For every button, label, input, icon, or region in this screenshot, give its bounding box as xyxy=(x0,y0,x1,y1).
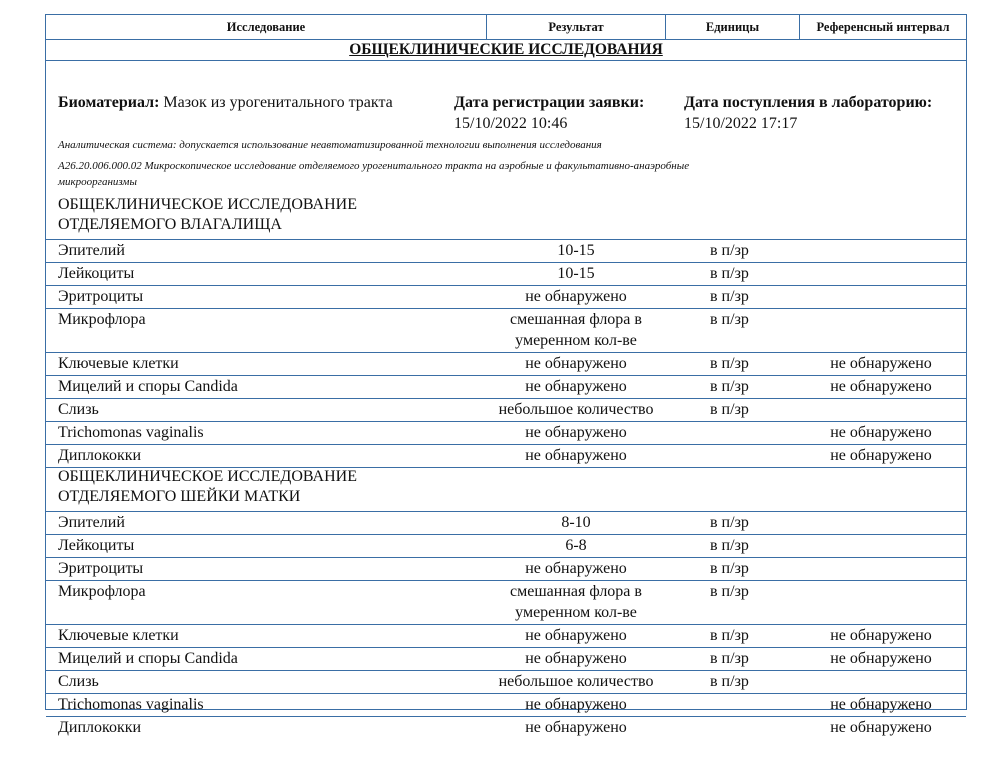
table-row xyxy=(46,240,966,262)
test-reference: не обнаружено xyxy=(830,719,932,736)
biomaterial-value: Мазок из урогенитального тракта xyxy=(163,94,393,111)
test-name: Эритроциты xyxy=(58,560,144,577)
test-result xyxy=(486,581,666,623)
test-name: Эритроциты xyxy=(58,288,144,305)
table-header xyxy=(45,14,967,40)
test-unit: в п/зр xyxy=(710,401,749,418)
section-title-line1: ОБЩЕКЛИНИЧЕСКОЕ ИССЛЕДОВАНИЕ xyxy=(58,196,357,213)
test-result-line1: 6-8 xyxy=(565,537,587,554)
table-row xyxy=(46,581,966,624)
test-result-line1: 8-10 xyxy=(561,514,591,531)
test-result-line1: 10-15 xyxy=(557,265,595,282)
test-result xyxy=(486,445,666,466)
table-row xyxy=(46,309,966,352)
section-title-line2: ОТДЕЛЯЕМОГО ВЛАГАЛИЩА xyxy=(58,216,282,233)
main-title: ОБЩЕКЛИНИЧЕСКИЕ ИССЛЕДОВАНИЯ xyxy=(349,41,663,58)
test-name: Микрофлора xyxy=(58,583,146,600)
method-note-line1: A26.20.006.000.02 Микроскопическое исследование отделяемого урогенитального тракта на аэробные и факультативно-анаэробные xyxy=(58,160,690,172)
table-row xyxy=(46,263,966,285)
test-result xyxy=(486,512,666,533)
table-row xyxy=(46,422,966,444)
test-result xyxy=(486,671,666,692)
test-reference: не обнаружено xyxy=(830,355,932,372)
arrival-date xyxy=(684,92,932,134)
test-unit: в п/зр xyxy=(710,311,749,328)
section-title-line1: ОБЩЕКЛИНИЧЕСКОЕ ИССЛЕДОВАНИЕ xyxy=(58,468,357,485)
test-unit: в п/зр xyxy=(710,537,749,554)
section-title xyxy=(58,467,357,507)
test-result-line2: умеренном кол-ве xyxy=(515,332,637,349)
test-name: Ключевые клетки xyxy=(58,627,179,644)
test-result xyxy=(486,422,666,443)
test-result xyxy=(486,535,666,556)
test-name: Микрофлора xyxy=(58,311,146,328)
test-result xyxy=(486,648,666,669)
test-name: Диплококки xyxy=(58,447,142,464)
table-row xyxy=(46,535,966,557)
test-result xyxy=(486,286,666,307)
test-result-line1: 10-15 xyxy=(557,242,595,259)
test-unit: в п/зр xyxy=(710,650,749,667)
test-result-line1: не обнаружено xyxy=(525,719,627,736)
header-result: Результат xyxy=(548,20,604,34)
header-units: Единицы xyxy=(705,20,760,34)
arrival-value: 15/10/2022 17:17 xyxy=(684,115,798,132)
test-result-line1: не обнаружено xyxy=(525,355,627,372)
test-reference: не обнаружено xyxy=(830,627,932,644)
test-unit: в п/зр xyxy=(710,378,749,395)
registration-value: 15/10/2022 10:46 xyxy=(454,115,568,132)
test-unit: в п/зр xyxy=(710,627,749,644)
method-note-line2: микроорганизмы xyxy=(58,176,137,188)
title-divider xyxy=(46,60,966,61)
analytic-system-note: Аналитическая система: допускается использование неавтоматизированной технологии выполнения исследования xyxy=(58,139,602,151)
table-row xyxy=(46,445,966,467)
test-name: Trichomonas vaginalis xyxy=(58,424,204,441)
test-result xyxy=(486,558,666,579)
test-name: Мицелий и споры Candida xyxy=(58,378,238,395)
test-result xyxy=(486,399,666,420)
biomaterial-label: Биоматериал: xyxy=(58,94,160,111)
table-row xyxy=(46,399,966,421)
test-reference: не обнаружено xyxy=(830,650,932,667)
test-name: Слизь xyxy=(58,673,99,690)
test-name: Trichomonas vaginalis xyxy=(58,696,204,713)
table-row xyxy=(46,558,966,580)
table-row xyxy=(46,376,966,398)
test-result-line1: смешанная флора в xyxy=(510,583,642,600)
table-row xyxy=(46,648,966,670)
registration-label: Дата регистрации заявки: xyxy=(454,94,645,111)
table-row xyxy=(46,625,966,647)
header-investigation: Исследование xyxy=(226,20,306,34)
test-result xyxy=(486,717,666,738)
test-unit: в п/зр xyxy=(710,514,749,531)
test-result-line1: небольшое количество xyxy=(498,401,654,418)
test-name: Эпителий xyxy=(58,242,125,259)
registration-date xyxy=(454,92,644,134)
table-row xyxy=(46,694,966,716)
test-unit: в п/зр xyxy=(710,560,749,577)
arrival-label: Дата поступления в лабораторию: xyxy=(684,94,933,111)
test-name: Лейкоциты xyxy=(58,265,135,282)
test-result xyxy=(486,353,666,374)
test-name: Диплококки xyxy=(58,719,142,736)
test-result-line1: не обнаружено xyxy=(525,447,627,464)
test-result xyxy=(486,694,666,715)
test-result xyxy=(486,376,666,397)
table-row xyxy=(46,717,966,739)
table-row xyxy=(46,286,966,308)
test-result xyxy=(486,263,666,284)
test-result-line1: не обнаружено xyxy=(525,560,627,577)
test-name: Слизь xyxy=(58,401,99,418)
test-unit: в п/зр xyxy=(710,242,749,259)
table-row xyxy=(46,671,966,693)
section-title xyxy=(58,195,357,235)
test-result-line1: не обнаружено xyxy=(525,627,627,644)
test-result-line1: не обнаружено xyxy=(525,378,627,395)
test-name: Эпителий xyxy=(58,514,125,531)
test-unit: в п/зр xyxy=(710,288,749,305)
test-reference: не обнаружено xyxy=(830,424,932,441)
test-unit: в п/зр xyxy=(710,265,749,282)
test-result xyxy=(486,309,666,351)
biomaterial xyxy=(58,92,393,113)
test-name: Лейкоциты xyxy=(58,537,135,554)
test-unit: в п/зр xyxy=(710,583,749,600)
test-name: Ключевые клетки xyxy=(58,355,179,372)
test-reference: не обнаружено xyxy=(830,447,932,464)
test-result-line1: не обнаружено xyxy=(525,424,627,441)
test-unit: в п/зр xyxy=(710,673,749,690)
lab-report xyxy=(45,14,967,736)
test-result xyxy=(486,240,666,261)
table-row xyxy=(46,353,966,375)
test-result-line1: небольшое количество xyxy=(498,673,654,690)
test-reference: не обнаружено xyxy=(830,378,932,395)
test-result-line1: не обнаружено xyxy=(525,288,627,305)
header-reference: Референсный интервал xyxy=(816,20,950,34)
section-title-line2: ОТДЕЛЯЕМОГО ШЕЙКИ МАТКИ xyxy=(58,488,301,505)
test-result-line1: смешанная флора в xyxy=(510,311,642,328)
test-name: Мицелий и споры Candida xyxy=(58,650,238,667)
test-result xyxy=(486,625,666,646)
table-row xyxy=(46,512,966,534)
test-result-line2: умеренном кол-ве xyxy=(515,604,637,621)
test-unit: в п/зр xyxy=(710,355,749,372)
test-result-line1: не обнаружено xyxy=(525,696,627,713)
report-body xyxy=(45,40,967,736)
test-reference: не обнаружено xyxy=(830,696,932,713)
test-result-line1: не обнаружено xyxy=(525,650,627,667)
